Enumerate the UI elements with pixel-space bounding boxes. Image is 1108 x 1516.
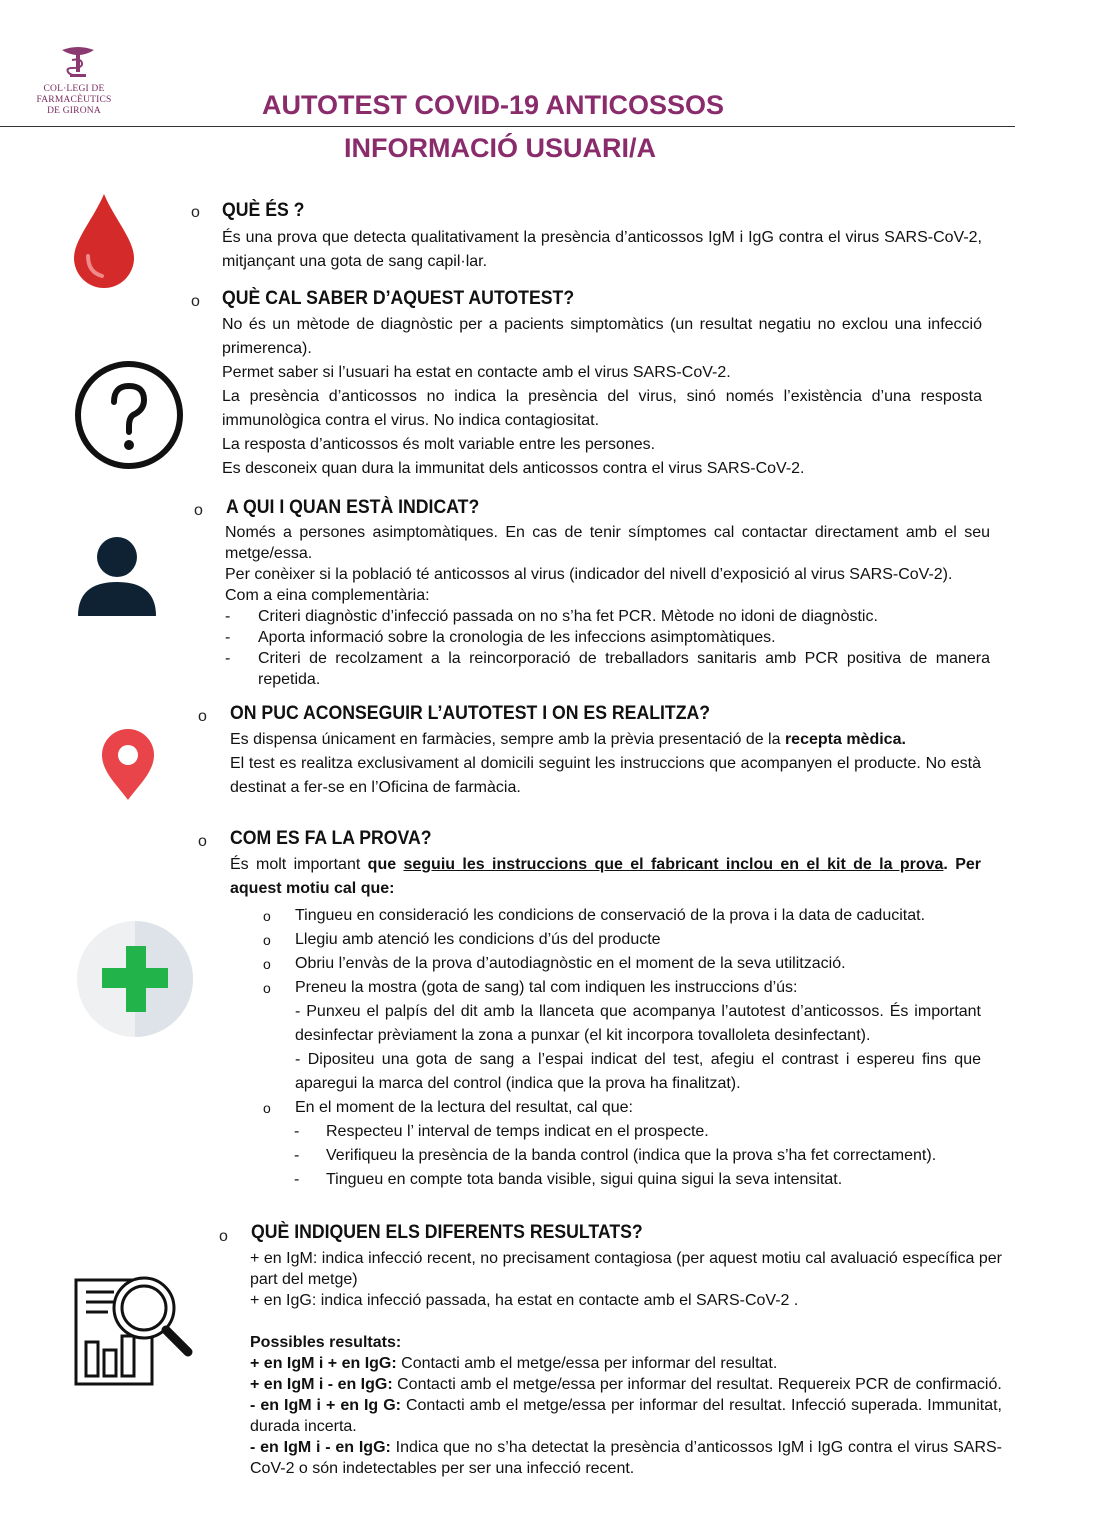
section-bullet: o [219,1228,228,1245]
question-mark-icon [74,360,184,470]
list-item-text: Criteri de recolzament a la reincorporació de treballadors sanitaris amb PCR positiva de manera repetida. [258,650,990,688]
step-bullet: o [263,1100,271,1116]
list-item [263,928,981,952]
list-item-text: Tingueu en compte tota banda visible, sigui quina sigui la seva intensitat. [326,1171,843,1188]
result-row [250,1353,1002,1374]
list-item-text: Llegiu amb atenció les condicions d’ús del producte [295,931,661,948]
paragraph: Com a eina complementària: [225,587,430,604]
section-body-who-when [225,522,990,690]
section-heading-what-is: QUÈ ÉS ? [222,200,305,221]
paragraph: La presència d’anticossos no indica la presència del virus, sinó només l’existència d’una resposta immunològica contra el virus. No indica contagiositat. [222,388,982,429]
list-item-text: Criteri diagnòstic d’infecció passada on no s’ha fet PCR. Mètode no idoni de diagnòstic. [258,608,878,625]
section-heading-who-when: A QUI I QUAN ESTÀ INDICAT? [226,497,480,518]
list-item [263,904,981,928]
section-heading-how: COM ES FA LA PROVA? [230,828,432,849]
dash-marker: - [294,1171,300,1188]
paragraph: Es desconeix quan dura la immunitat dels anticossos contra el virus SARS-CoV-2. [222,460,805,477]
section-bullet: o [194,502,203,519]
section-heading-results: QUÈ INDIQUEN ELS DIFERENTS RESULTATS? [251,1222,643,1243]
reading-list [295,1120,981,1192]
list-item [263,1096,981,1120]
logo-line-1: COL·LEGI DE FARMACÈUTICS [36,84,112,105]
person-icon [76,536,158,618]
steps-list [230,904,981,1192]
section-body-where [230,728,981,800]
paragraph: Per conèixer si la població té anticossos al virus (indicador del nivell d’exposició al virus SARS-CoV-2). [225,566,953,583]
section-body-results [250,1248,1002,1479]
prescription-emphasis: recepta mèdica. [784,731,906,748]
result-text: Contacti amb el metge/essa per informar del resultat. Requereix PCR de confirmació. [392,1376,1002,1393]
result-label: - en IgM i - en IgG: [250,1439,391,1456]
list-item [294,1168,981,1192]
result-text: Indica que no s’ha detectat la presència d’anticossos IgM i IgG contra el virus SARS-CoV-2 o són indetectables per ser una infecció recent. [250,1439,1003,1477]
list-item [263,952,981,976]
instructions-emphasis: seguiu les instruccions que el fabricant inclou en el kit de la prova [403,856,944,873]
step-bullet: o [263,956,271,972]
section-text-what-is: És una prova que detecta qualitativament la presència d’anticossos IgM i IgG contra el virus SARS-CoV-2, mitjançant una gota de sang capil·lar. [222,229,982,270]
section-bullet: o [198,833,207,850]
emphasis: que [367,856,404,873]
step-bullet: o [263,932,271,948]
logo [14,42,134,116]
list-item-text: En el moment de la lectura del resultat, cal que: [295,1099,633,1116]
report-magnifier-icon [74,1270,194,1388]
step-bullet: o [263,980,271,996]
list-item-text: Preneu la mostra (gota de sang) tal com indiquen les instruccions d’ús: [295,979,798,996]
list-item-text: Respecteu l’ interval de temps indicat en el prospecte. [326,1123,709,1140]
list-item [294,1120,981,1144]
page-subtitle: INFORMACIÓ USUARI/A [344,133,656,163]
result-label: + en IgM i - en IgG: [250,1376,393,1393]
paragraph [230,853,981,901]
emphasis: . Per aquest motiu cal que: [230,856,982,897]
list-item [225,606,990,627]
result-row [250,1395,1002,1437]
list-item [225,627,990,648]
sub-step: - Dipositeu una gota de sang a l’espai indicat del test, afegiu el contrast i espereu fins que aparegui la marca del control (indica que la prova ha finalitzat). [295,1051,981,1092]
paragraph: La resposta d’anticossos és molt variable entre les persones. [222,436,656,453]
section-bullet: o [191,293,200,310]
dash-marker: - [294,1147,300,1164]
result-text: Contacti amb el metge/essa per informar del resultat. Infecció superada. Immunitat, durada incerta. [250,1397,1002,1435]
list-item [225,648,990,690]
pharmacy-cup-icon [58,42,98,82]
paragraph: El test es realitza exclusivament al domicili seguint les instruccions que acompanyen el producte. No està destinat a fer-se en l’Oficina de farmàcia. [230,755,981,796]
section-body-what-to-know [222,313,982,481]
paragraph: + en IgG: indica infecció passada, ha estat en contacte amb el SARS-CoV-2 . [250,1292,799,1309]
dash-marker: - [225,629,231,646]
dash-marker: - [225,608,231,625]
paragraph-text: Es dispensa únicament en farmàcies, sempre amb la prèvia presentació de la [230,731,785,748]
paragraph: Només a persones asimptomàtiques. En cas de tenir símptomes cal contactar directament amb el seu metge/essa. [225,524,990,562]
list-item [263,976,981,1000]
paragraph: + en IgM: indica infecció recent, no precisament contagiosa (per aquest motiu cal avaluació específica per part del metge) [250,1250,1002,1288]
sub-step: - Punxeu el palpís del dit amb la llanceta que acompanya l’autotest d’anticossos. És important desinfectar prèviament la zona a punxar (el kit incorpora tovalloleta desinfectant). [295,1003,981,1044]
result-label: - en IgM i + en Ig G: [250,1397,401,1414]
list-item-text: Verifiqueu la presència de la banda control (indica que la prova s’ha fet correctament). [326,1147,937,1164]
result-text: Contacti amb el metge/essa per informar del resultat. [396,1355,778,1372]
medical-cross-icon [76,920,194,1038]
dash-marker: - [294,1123,300,1140]
list-item-text: Aporta informació sobre la cronologia de les infeccions asimptomàtiques. [258,629,776,646]
page-title: AUTOTEST COVID-19 ANTICOSSOS [262,90,725,120]
title-divider [0,126,1015,127]
section-heading-what-to-know: QUÈ CAL SABER D’AQUEST AUTOTEST? [222,288,575,309]
section-heading-where: ON PUC ACONSEGUIR L’AUTOTEST I ON ES REALITZA? [230,703,711,724]
list-item [294,1144,981,1168]
paragraph [230,728,981,752]
paragraph-text: És molt important [230,856,368,873]
paragraph: No és un mètode de diagnòstic per a pacients simptomàtics (un resultat negatiu no exclou una infecció primerenca). [222,316,982,357]
dash-marker: - [225,650,231,667]
section-bullet: o [191,204,200,221]
result-row [250,1374,1002,1395]
possible-results-label: Possibles resultats: [250,1334,402,1351]
logo-line-2: DE GIRONA [47,106,101,116]
list-item-text: Obriu l’envàs de la prova d’autodiagnòstic en el moment de la seva utilització. [295,955,846,972]
paragraph: Permet saber si l’usuari ha estat en contacte amb el virus SARS-CoV-2. [222,364,731,381]
step-bullet: o [263,908,271,924]
result-label: + en IgM i + en IgG: [250,1355,397,1372]
list-item-text: Tingueu en consideració les condicions de conservació de la prova i la data de caducitat. [295,907,926,924]
section-body-how [230,853,981,1192]
section-bullet: o [198,708,207,725]
result-row [250,1437,1002,1479]
possible-results-heading [250,1332,1002,1353]
location-pin-icon [100,728,156,802]
blood-drop-icon [72,192,136,290]
